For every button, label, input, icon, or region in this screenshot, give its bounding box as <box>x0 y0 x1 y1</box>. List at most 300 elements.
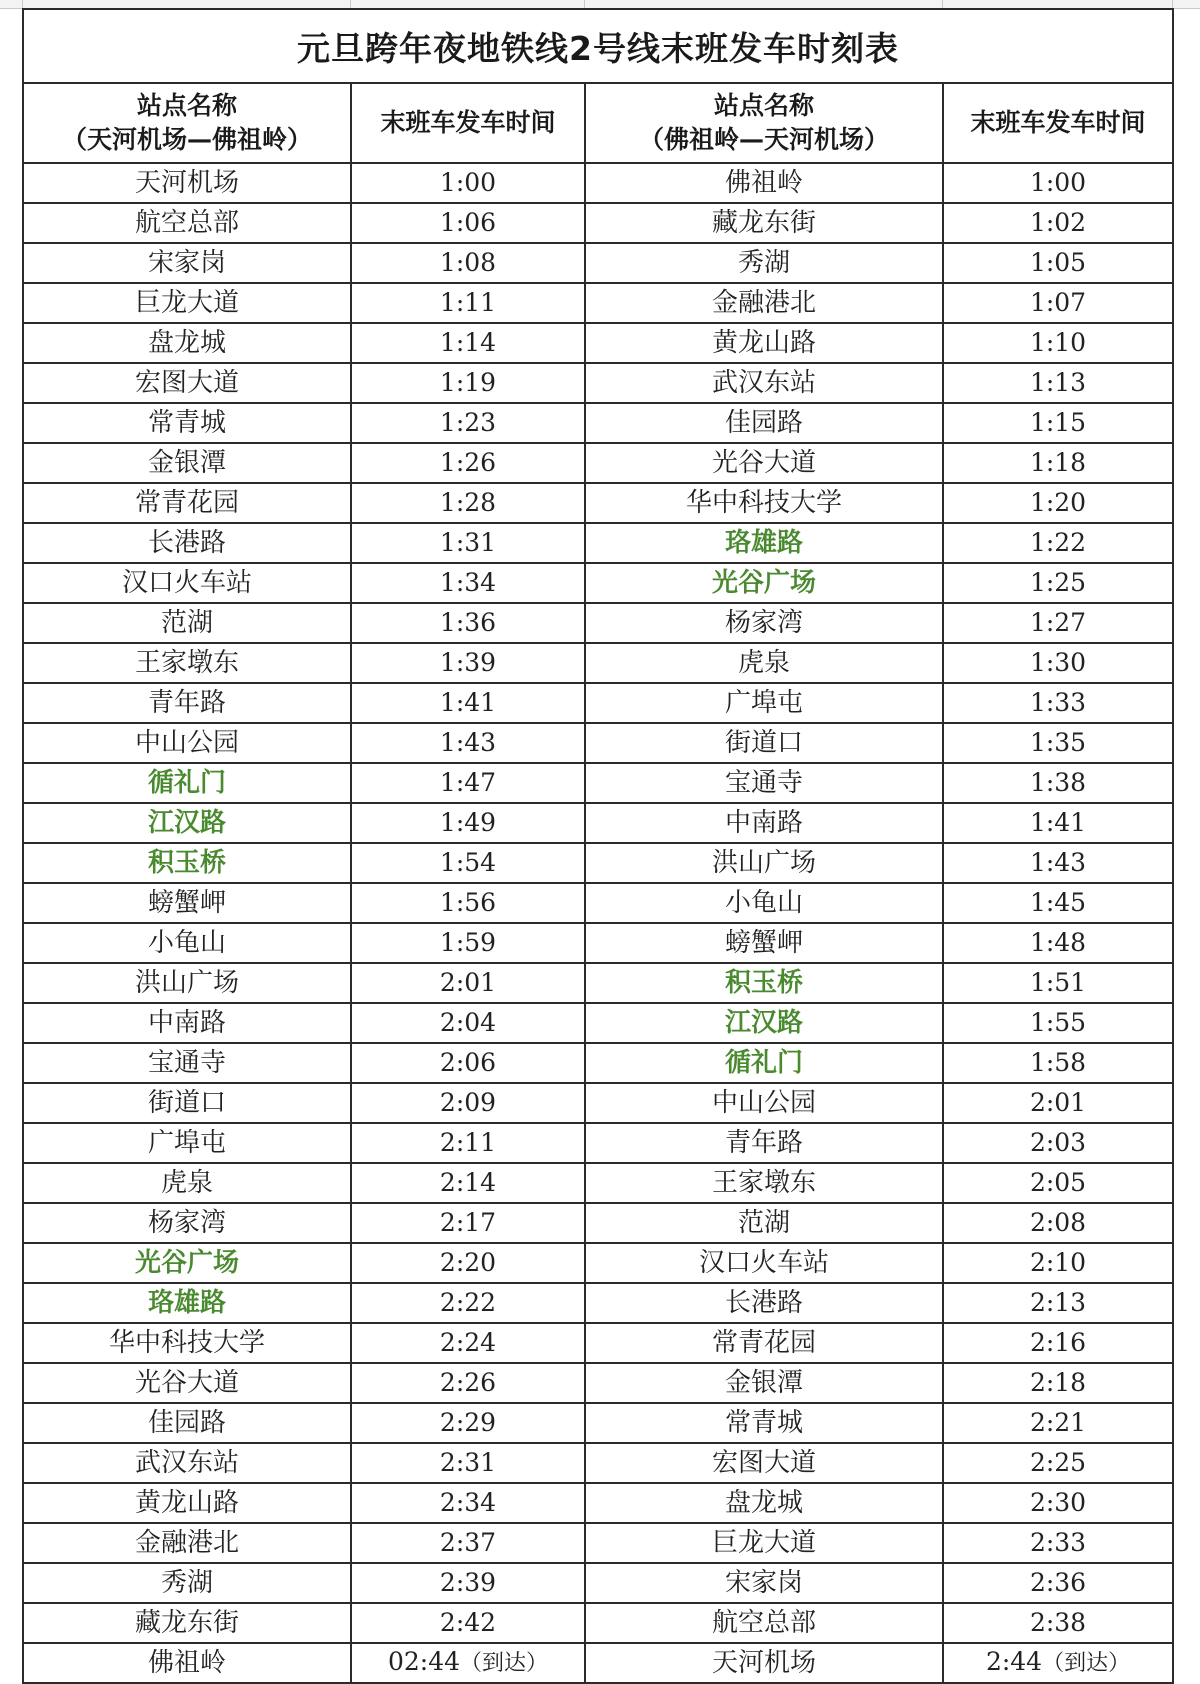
right-station-cell <box>585 963 943 1003</box>
table-row <box>23 1363 1173 1403</box>
left-station-cell-text: 宝通寺 <box>147 1048 226 1078</box>
left-time-cell <box>351 363 585 403</box>
left-station-cell-text: 藏龙东街 <box>134 1608 239 1638</box>
right-station-cell-text: 汉口火车站 <box>698 1248 829 1278</box>
right-time-cell-text: 2:38 <box>1029 1608 1087 1637</box>
left-station-cell-text: 常青城 <box>147 408 226 438</box>
right-station-cell <box>585 403 943 443</box>
left-station-cell <box>23 563 351 603</box>
right-time-cell-text: 2:21 <box>1029 1408 1087 1437</box>
left-station-cell <box>23 523 351 563</box>
header-right-time: 末班车发车时间 <box>943 83 1173 163</box>
left-station-cell <box>23 1003 351 1043</box>
right-station-cell <box>585 363 943 403</box>
right-station-cell <box>585 643 943 683</box>
right-station-cell <box>585 1603 943 1643</box>
left-time-cell <box>351 1603 585 1643</box>
right-time-cell-text: 1:18 <box>1029 448 1087 477</box>
right-time-cell <box>943 803 1173 843</box>
right-time-cell <box>943 403 1173 443</box>
left-time-cell-text: 2:42 <box>439 1608 497 1637</box>
right-time-cell <box>943 883 1173 923</box>
left-time-cell-text: 2:31 <box>439 1448 497 1477</box>
left-station-cell <box>23 883 351 923</box>
right-station-cell <box>585 1443 943 1483</box>
right-station-cell-text: 宝通寺 <box>724 768 803 798</box>
right-time-cell-text: 1:22 <box>1029 528 1087 557</box>
right-time-cell-text: 1:20 <box>1029 488 1087 517</box>
left-station-cell <box>23 1283 351 1323</box>
right-time-cell-text: 1:05 <box>1029 248 1087 277</box>
right-time-cell <box>943 1483 1173 1523</box>
left-time-cell <box>351 443 585 483</box>
right-time-cell <box>943 1043 1173 1083</box>
table-row <box>23 1643 1173 1683</box>
left-station-cell-text: 广埠屯 <box>147 1128 226 1158</box>
right-station-cell <box>585 243 943 283</box>
left-station-cell <box>23 323 351 363</box>
right-time-cell <box>943 723 1173 763</box>
right-station-cell-text: 范湖 <box>737 1208 790 1238</box>
right-station-cell-text: 珞雄路 <box>724 528 803 558</box>
left-time-cell-text: 2:09 <box>439 1088 497 1117</box>
right-station-cell <box>585 1083 943 1123</box>
left-time-cell <box>351 883 585 923</box>
right-time-cell-text: 1:58 <box>1029 1048 1087 1077</box>
right-time-cell-text: 2:13 <box>1029 1288 1087 1317</box>
right-time-cell-text: 2:25 <box>1029 1448 1087 1477</box>
left-station-cell-text: 秀湖 <box>160 1568 213 1598</box>
right-station-cell-text: 光谷大道 <box>711 448 816 478</box>
left-time-cell-text: 2:29 <box>439 1408 497 1437</box>
right-time-cell-text: 1:38 <box>1029 768 1087 797</box>
right-station-cell <box>585 723 943 763</box>
left-station-cell-text: 金银潭 <box>147 448 226 478</box>
left-time-cell-text: 2:04 <box>439 1008 497 1037</box>
right-station-cell <box>585 603 943 643</box>
right-time-cell <box>943 1203 1173 1243</box>
right-station-cell-text: 常青城 <box>724 1408 803 1438</box>
left-time-cell <box>351 1083 585 1123</box>
left-time-cell-text: 1:06 <box>439 208 497 237</box>
right-station-cell <box>585 1003 943 1043</box>
right-station-cell <box>585 883 943 923</box>
left-station-cell-text: 螃蟹岬 <box>147 888 226 918</box>
right-time-cell <box>943 1363 1173 1403</box>
right-time-cell <box>943 1563 1173 1603</box>
right-station-cell <box>585 1643 943 1683</box>
right-time-cell-text: 1:25 <box>1029 568 1087 597</box>
left-time-cell <box>351 803 585 843</box>
table-row <box>23 1083 1173 1123</box>
right-time-cell <box>943 363 1173 403</box>
left-time-cell <box>351 1523 585 1563</box>
table-row <box>23 1563 1173 1603</box>
page-title: 元旦跨年夜地铁线2号线末班发车时刻表 <box>23 9 1173 83</box>
left-time-cell <box>351 1403 585 1443</box>
left-station-cell <box>23 283 351 323</box>
right-station-cell-text: 螃蟹岬 <box>724 928 803 958</box>
right-time-cell <box>943 1083 1173 1123</box>
left-time-cell <box>351 1563 585 1603</box>
right-time-cell <box>943 523 1173 563</box>
left-time-cell-text: 1:08 <box>439 248 497 277</box>
header-left-time: 末班车发车时间 <box>351 83 585 163</box>
table-row <box>23 443 1173 483</box>
right-time-cell-text: 1:55 <box>1029 1008 1087 1037</box>
right-station-cell-text: 江汉路 <box>724 1008 803 1038</box>
right-station-cell <box>585 523 943 563</box>
right-time-cell-text: 1:51 <box>1029 968 1087 997</box>
left-station-cell <box>23 723 351 763</box>
right-arrival-note: （到达） <box>1042 1651 1131 1676</box>
left-time-cell-text: 1:43 <box>439 728 497 757</box>
table-row <box>23 1163 1173 1203</box>
table-row <box>23 1003 1173 1043</box>
left-time-cell <box>351 1283 585 1323</box>
table-row <box>23 363 1173 403</box>
left-station-cell-text: 范湖 <box>160 608 213 638</box>
left-time-cell-text: 2:01 <box>439 968 497 997</box>
right-time-cell-text: 1:27 <box>1029 608 1087 637</box>
right-station-cell <box>585 163 943 203</box>
right-station-cell <box>585 443 943 483</box>
left-time-cell <box>351 1323 585 1363</box>
right-time-cell-text: 1:33 <box>1029 688 1087 717</box>
right-time-cell <box>943 1603 1173 1643</box>
left-station-cell-text: 青年路 <box>147 688 226 718</box>
table-row <box>23 1603 1173 1643</box>
left-station-cell-text: 虎泉 <box>160 1168 213 1198</box>
left-time-cell-text: 2:22 <box>439 1288 497 1317</box>
left-time-cell-text: 1:59 <box>439 928 497 957</box>
table-row <box>23 1483 1173 1523</box>
left-station-cell-text: 天河机场 <box>134 168 239 198</box>
right-time-cell <box>943 683 1173 723</box>
left-station-cell-text: 常青花园 <box>134 488 239 518</box>
right-time-cell-text: 2:44 <box>985 1647 1043 1676</box>
left-station-cell <box>23 1483 351 1523</box>
right-time-cell-text: 2:01 <box>1029 1088 1087 1117</box>
left-time-cell-text: 1:49 <box>439 808 497 837</box>
right-time-cell-text: 2:10 <box>1029 1248 1087 1277</box>
left-station-cell-text: 巨龙大道 <box>134 288 239 318</box>
right-time-cell <box>943 843 1173 883</box>
left-station-cell-text: 长港路 <box>147 528 226 558</box>
table-row <box>23 1443 1173 1483</box>
right-time-cell-text: 2:30 <box>1029 1488 1087 1517</box>
left-time-cell-text: 1:14 <box>439 328 497 357</box>
right-time-cell-text: 1:15 <box>1029 408 1087 437</box>
timetable <box>22 8 1174 1684</box>
header-left-station-line2: （天河机场—佛祖岭） <box>61 125 312 154</box>
left-station-cell <box>23 843 351 883</box>
left-station-cell-text: 华中科技大学 <box>108 1328 265 1358</box>
left-station-cell <box>23 923 351 963</box>
left-time-cell-text: 1:00 <box>439 168 497 197</box>
right-time-cell-text: 1:43 <box>1029 848 1087 877</box>
left-time-cell <box>351 963 585 1003</box>
left-time-cell-text: 2:34 <box>439 1488 497 1517</box>
left-station-cell <box>23 363 351 403</box>
right-station-cell-text: 中山公园 <box>711 1088 816 1118</box>
left-station-cell-text: 洪山广场 <box>134 968 239 998</box>
right-time-cell-text: 1:07 <box>1029 288 1087 317</box>
right-time-cell-text: 2:33 <box>1029 1528 1087 1557</box>
right-time-cell-text: 2:16 <box>1029 1328 1087 1357</box>
left-arrival-note: （到达） <box>460 1651 549 1676</box>
left-station-cell <box>23 1363 351 1403</box>
table-row <box>23 163 1173 203</box>
left-time-cell <box>351 163 585 203</box>
table-row <box>23 1523 1173 1563</box>
left-station-cell <box>23 763 351 803</box>
left-station-cell-text: 宏图大道 <box>134 368 239 398</box>
right-station-cell-text: 藏龙东街 <box>711 208 816 238</box>
right-time-cell <box>943 923 1173 963</box>
right-time-cell-text: 1:48 <box>1029 928 1087 957</box>
right-time-cell-text: 1:13 <box>1029 368 1087 397</box>
left-station-cell-text: 王家墩东 <box>134 648 239 678</box>
left-time-cell-text: 1:19 <box>439 368 497 397</box>
left-time-cell <box>351 243 585 283</box>
right-station-cell-text: 杨家湾 <box>724 608 803 638</box>
right-time-cell-text: 2:18 <box>1029 1368 1087 1397</box>
right-station-cell-text: 虎泉 <box>737 648 790 678</box>
left-time-cell <box>351 763 585 803</box>
right-station-cell-text: 洪山广场 <box>711 848 816 878</box>
timetable-body <box>23 163 1173 1683</box>
left-station-cell <box>23 403 351 443</box>
right-station-cell-text: 街道口 <box>724 728 803 758</box>
table-row <box>23 283 1173 323</box>
left-station-cell <box>23 1163 351 1203</box>
left-time-cell <box>351 1123 585 1163</box>
right-station-cell <box>585 1483 943 1523</box>
right-station-cell-text: 佛祖岭 <box>724 168 803 198</box>
table-row <box>23 1043 1173 1083</box>
right-station-cell <box>585 923 943 963</box>
left-station-cell-text: 盘龙城 <box>147 328 226 358</box>
left-time-cell-text: 2:17 <box>439 1208 497 1237</box>
left-station-cell-text: 珞雄路 <box>147 1288 226 1318</box>
left-station-cell-text: 循礼门 <box>147 768 226 798</box>
left-station-cell-text: 宋家岗 <box>147 248 226 278</box>
right-station-cell-text: 广埠屯 <box>724 688 803 718</box>
table-row <box>23 643 1173 683</box>
right-station-cell-text: 小龟山 <box>724 888 803 918</box>
left-station-cell <box>23 603 351 643</box>
left-station-cell <box>23 963 351 1003</box>
left-station-cell <box>23 683 351 723</box>
left-station-cell <box>23 243 351 283</box>
right-time-cell <box>943 1323 1173 1363</box>
right-station-cell-text: 秀湖 <box>737 248 790 278</box>
left-station-cell-text: 佛祖岭 <box>147 1648 226 1678</box>
left-time-cell-text: 1:34 <box>439 568 497 597</box>
left-time-cell <box>351 323 585 363</box>
left-time-cell <box>351 1483 585 1523</box>
left-station-cell-text: 小龟山 <box>147 928 226 958</box>
left-time-cell <box>351 603 585 643</box>
right-time-cell <box>943 1403 1173 1443</box>
left-time-cell-text: 2:14 <box>439 1168 497 1197</box>
right-station-cell-text: 航空总部 <box>711 1608 816 1638</box>
right-time-cell <box>943 483 1173 523</box>
right-station-cell-text: 宏图大道 <box>711 1448 816 1478</box>
table-row <box>23 323 1173 363</box>
left-time-cell <box>351 683 585 723</box>
left-time-cell <box>351 1643 585 1683</box>
right-time-cell-text: 1:00 <box>1029 168 1087 197</box>
table-row <box>23 923 1173 963</box>
right-time-cell <box>943 1243 1173 1283</box>
header-right-station <box>585 83 943 163</box>
left-time-cell-text: 1:11 <box>439 288 497 317</box>
right-time-cell-text: 1:30 <box>1029 648 1087 677</box>
right-station-cell-text: 华中科技大学 <box>685 488 842 518</box>
left-time-cell <box>351 643 585 683</box>
right-time-cell <box>943 1163 1173 1203</box>
right-station-cell <box>585 843 943 883</box>
left-time-cell-text: 2:24 <box>439 1328 497 1357</box>
left-time-cell-text: 2:39 <box>439 1568 497 1597</box>
right-time-cell-text: 1:45 <box>1029 888 1087 917</box>
right-time-cell <box>943 203 1173 243</box>
left-station-cell-text: 中南路 <box>147 1008 226 1038</box>
right-station-cell <box>585 1563 943 1603</box>
right-station-cell <box>585 1043 943 1083</box>
right-station-cell-text: 宋家岗 <box>724 1568 803 1598</box>
left-station-cell-text: 积玉桥 <box>147 848 226 878</box>
right-station-cell <box>585 1123 943 1163</box>
right-time-cell <box>943 1003 1173 1043</box>
left-time-cell <box>351 923 585 963</box>
right-station-cell-text: 巨龙大道 <box>711 1528 816 1558</box>
left-station-cell <box>23 1403 351 1443</box>
right-time-cell <box>943 763 1173 803</box>
left-station-cell-text: 光谷广场 <box>134 1248 239 1278</box>
left-station-cell <box>23 1603 351 1643</box>
left-station-cell <box>23 1523 351 1563</box>
right-time-cell <box>943 643 1173 683</box>
table-row <box>23 763 1173 803</box>
left-time-cell-text: 1:54 <box>439 848 497 877</box>
table-row <box>23 1243 1173 1283</box>
table-row <box>23 803 1173 843</box>
right-station-cell-text: 佳园路 <box>724 408 803 438</box>
right-station-cell <box>585 763 943 803</box>
left-time-cell <box>351 523 585 563</box>
left-time-cell-text: 1:56 <box>439 888 497 917</box>
left-station-cell <box>23 1323 351 1363</box>
right-station-cell <box>585 1403 943 1443</box>
left-time-cell-text: 2:26 <box>439 1368 497 1397</box>
left-time-cell <box>351 843 585 883</box>
right-time-cell <box>943 963 1173 1003</box>
right-time-cell-text: 2:03 <box>1029 1128 1087 1157</box>
header-left-station <box>23 83 351 163</box>
left-time-cell <box>351 203 585 243</box>
left-time-cell-text: 2:06 <box>439 1048 497 1077</box>
header-right-station-line1: 站点名称 <box>713 91 814 120</box>
left-time-cell <box>351 1203 585 1243</box>
right-station-cell-text: 金银潭 <box>724 1368 803 1398</box>
right-station-cell-text: 常青花园 <box>711 1328 816 1358</box>
left-time-cell-text: 1:31 <box>439 528 497 557</box>
left-time-cell <box>351 483 585 523</box>
left-time-cell <box>351 283 585 323</box>
table-row <box>23 523 1173 563</box>
table-row <box>23 1403 1173 1443</box>
left-station-cell <box>23 1643 351 1683</box>
table-row <box>23 683 1173 723</box>
right-time-cell <box>943 1643 1173 1683</box>
right-station-cell <box>585 1523 943 1563</box>
left-station-cell-text: 光谷大道 <box>134 1368 239 1398</box>
left-time-cell <box>351 1003 585 1043</box>
right-time-cell <box>943 243 1173 283</box>
left-station-cell <box>23 1203 351 1243</box>
right-station-cell <box>585 1283 943 1323</box>
right-station-cell <box>585 803 943 843</box>
left-time-cell-text: 1:26 <box>439 448 497 477</box>
left-time-cell <box>351 1243 585 1283</box>
left-time-cell-text: 2:11 <box>439 1128 497 1157</box>
left-time-cell <box>351 1443 585 1483</box>
left-station-cell <box>23 1123 351 1163</box>
right-station-cell-text: 光谷广场 <box>711 568 816 598</box>
left-station-cell <box>23 163 351 203</box>
right-time-cell <box>943 1283 1173 1323</box>
header-left-station-line1: 站点名称 <box>136 91 237 120</box>
left-station-cell-text: 江汉路 <box>147 808 226 838</box>
left-station-cell-text: 杨家湾 <box>147 1208 226 1238</box>
table-row <box>23 1283 1173 1323</box>
left-station-cell-text: 航空总部 <box>134 208 239 238</box>
right-time-cell <box>943 163 1173 203</box>
left-time-cell-text: 2:37 <box>439 1528 497 1557</box>
left-station-cell <box>23 803 351 843</box>
table-row <box>23 403 1173 443</box>
right-station-cell-text: 武汉东站 <box>711 368 816 398</box>
right-station-cell-text: 王家墩东 <box>711 1168 816 1198</box>
right-station-cell-text: 积玉桥 <box>724 968 803 998</box>
table-row <box>23 483 1173 523</box>
right-station-cell <box>585 563 943 603</box>
left-time-cell <box>351 1363 585 1403</box>
left-station-cell-text: 武汉东站 <box>134 1448 239 1478</box>
left-time-cell-text: 1:36 <box>439 608 497 637</box>
table-row <box>23 243 1173 283</box>
left-time-cell-text: 1:47 <box>439 768 497 797</box>
left-station-cell <box>23 203 351 243</box>
right-station-cell <box>585 1163 943 1203</box>
left-station-cell <box>23 1563 351 1603</box>
right-time-cell-text: 1:41 <box>1029 808 1087 837</box>
left-station-cell <box>23 643 351 683</box>
right-station-cell <box>585 1243 943 1283</box>
right-time-cell <box>943 563 1173 603</box>
right-time-cell-text: 2:05 <box>1029 1168 1087 1197</box>
right-station-cell-text: 长港路 <box>724 1288 803 1318</box>
left-station-cell-text: 汉口火车站 <box>121 568 252 598</box>
right-station-cell <box>585 283 943 323</box>
left-station-cell <box>23 483 351 523</box>
right-station-cell-text: 黄龙山路 <box>711 328 816 358</box>
right-station-cell-text: 金融港北 <box>711 288 816 318</box>
right-time-cell <box>943 1123 1173 1163</box>
